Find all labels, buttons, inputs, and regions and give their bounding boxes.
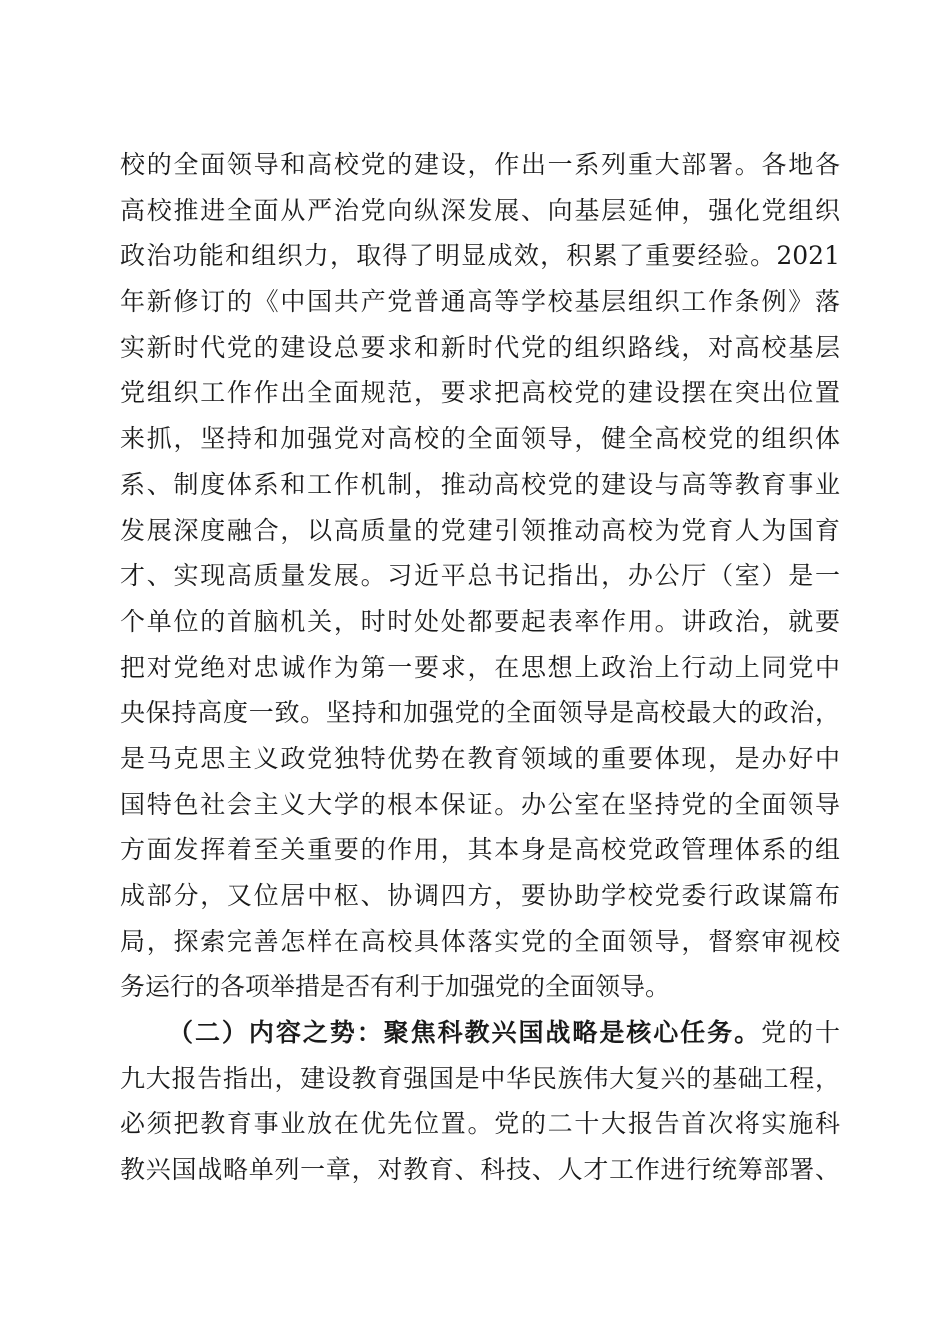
- text-line: 成部分，又位居中枢、协调四方，要协助学校党委行政谋篇布: [120, 881, 840, 910]
- text-line: 把对党绝对忠诚作为第一要求，在思想上政治上行动上同党中: [120, 652, 840, 682]
- text-line: 才、实现高质量发展。习近平总书记指出，办公厅（室）是一: [120, 561, 840, 591]
- text-line: 系、制度体系和工作机制，推动高校党的建设与高等教育事业: [120, 469, 840, 499]
- text-line: 政治功能和组织力，取得了明显成效，积累了重要经验。2021: [120, 241, 840, 271]
- text-line: 高校推进全面从严治党向纵深发展、向基层延伸，强化党组织: [120, 195, 840, 225]
- section-heading-line: [120, 1010, 840, 1056]
- section-heading: （二）内容之势：聚焦科教兴国战略是核心任务。: [168, 1018, 762, 1048]
- text-line: 教兴国战略单列一章，对教育、科技、人才工作进行统筹部署、: [120, 1155, 840, 1185]
- heading-line-rest: 党的十: [761, 1018, 840, 1048]
- text-line: 央保持高度一致。坚持和加强党的全面领导是高校最大的政治，: [120, 698, 840, 728]
- text-line: 九大报告指出，建设教育强国是中华民族伟大复兴的基础工程，: [120, 1063, 840, 1093]
- text-line: 个单位的首脑机关，时时处处都要起表率作用。讲政治，就要: [120, 606, 840, 636]
- text-line: 发展深度融合，以高质量的党建引领推动高校为党育人为国育: [120, 515, 840, 545]
- text-line: 是马克思主义政党独特优势在教育领域的重要体现，是办好中: [120, 743, 840, 773]
- text-line: 实新时代党的建设总要求和新时代党的组织路线，对高校基层: [120, 332, 840, 362]
- text-line: 党组织工作作出全面规范，要求把高校党的建设摆在突出位置: [120, 378, 840, 408]
- text-line: 必须把教育事业放在优先位置。党的二十大报告首次将实施科: [120, 1109, 840, 1139]
- text-line: 国特色社会主义大学的根本保证。办公室在坚持党的全面领导: [120, 789, 840, 819]
- text-line: 年新修订的《中国共产党普通高等学校基层组织工作条例》落: [120, 287, 840, 317]
- text-line: 局，探索完善怎样在高校具体落实党的全面领导，督察审视校: [120, 926, 840, 956]
- text-line: 方面发挥着至关重要的作用，其本身是高校党政管理体系的组: [120, 835, 840, 865]
- text-line: 务运行的各项举措是否有利于加强党的全面领导。: [120, 972, 671, 1002]
- body-text: [120, 142, 840, 1193]
- text-line: 校的全面领导和高校党的建设，作出一系列重大部署。各地各: [120, 150, 840, 179]
- text-line: 来抓，坚持和加强党对高校的全面领导，健全高校党的组织体: [120, 424, 840, 454]
